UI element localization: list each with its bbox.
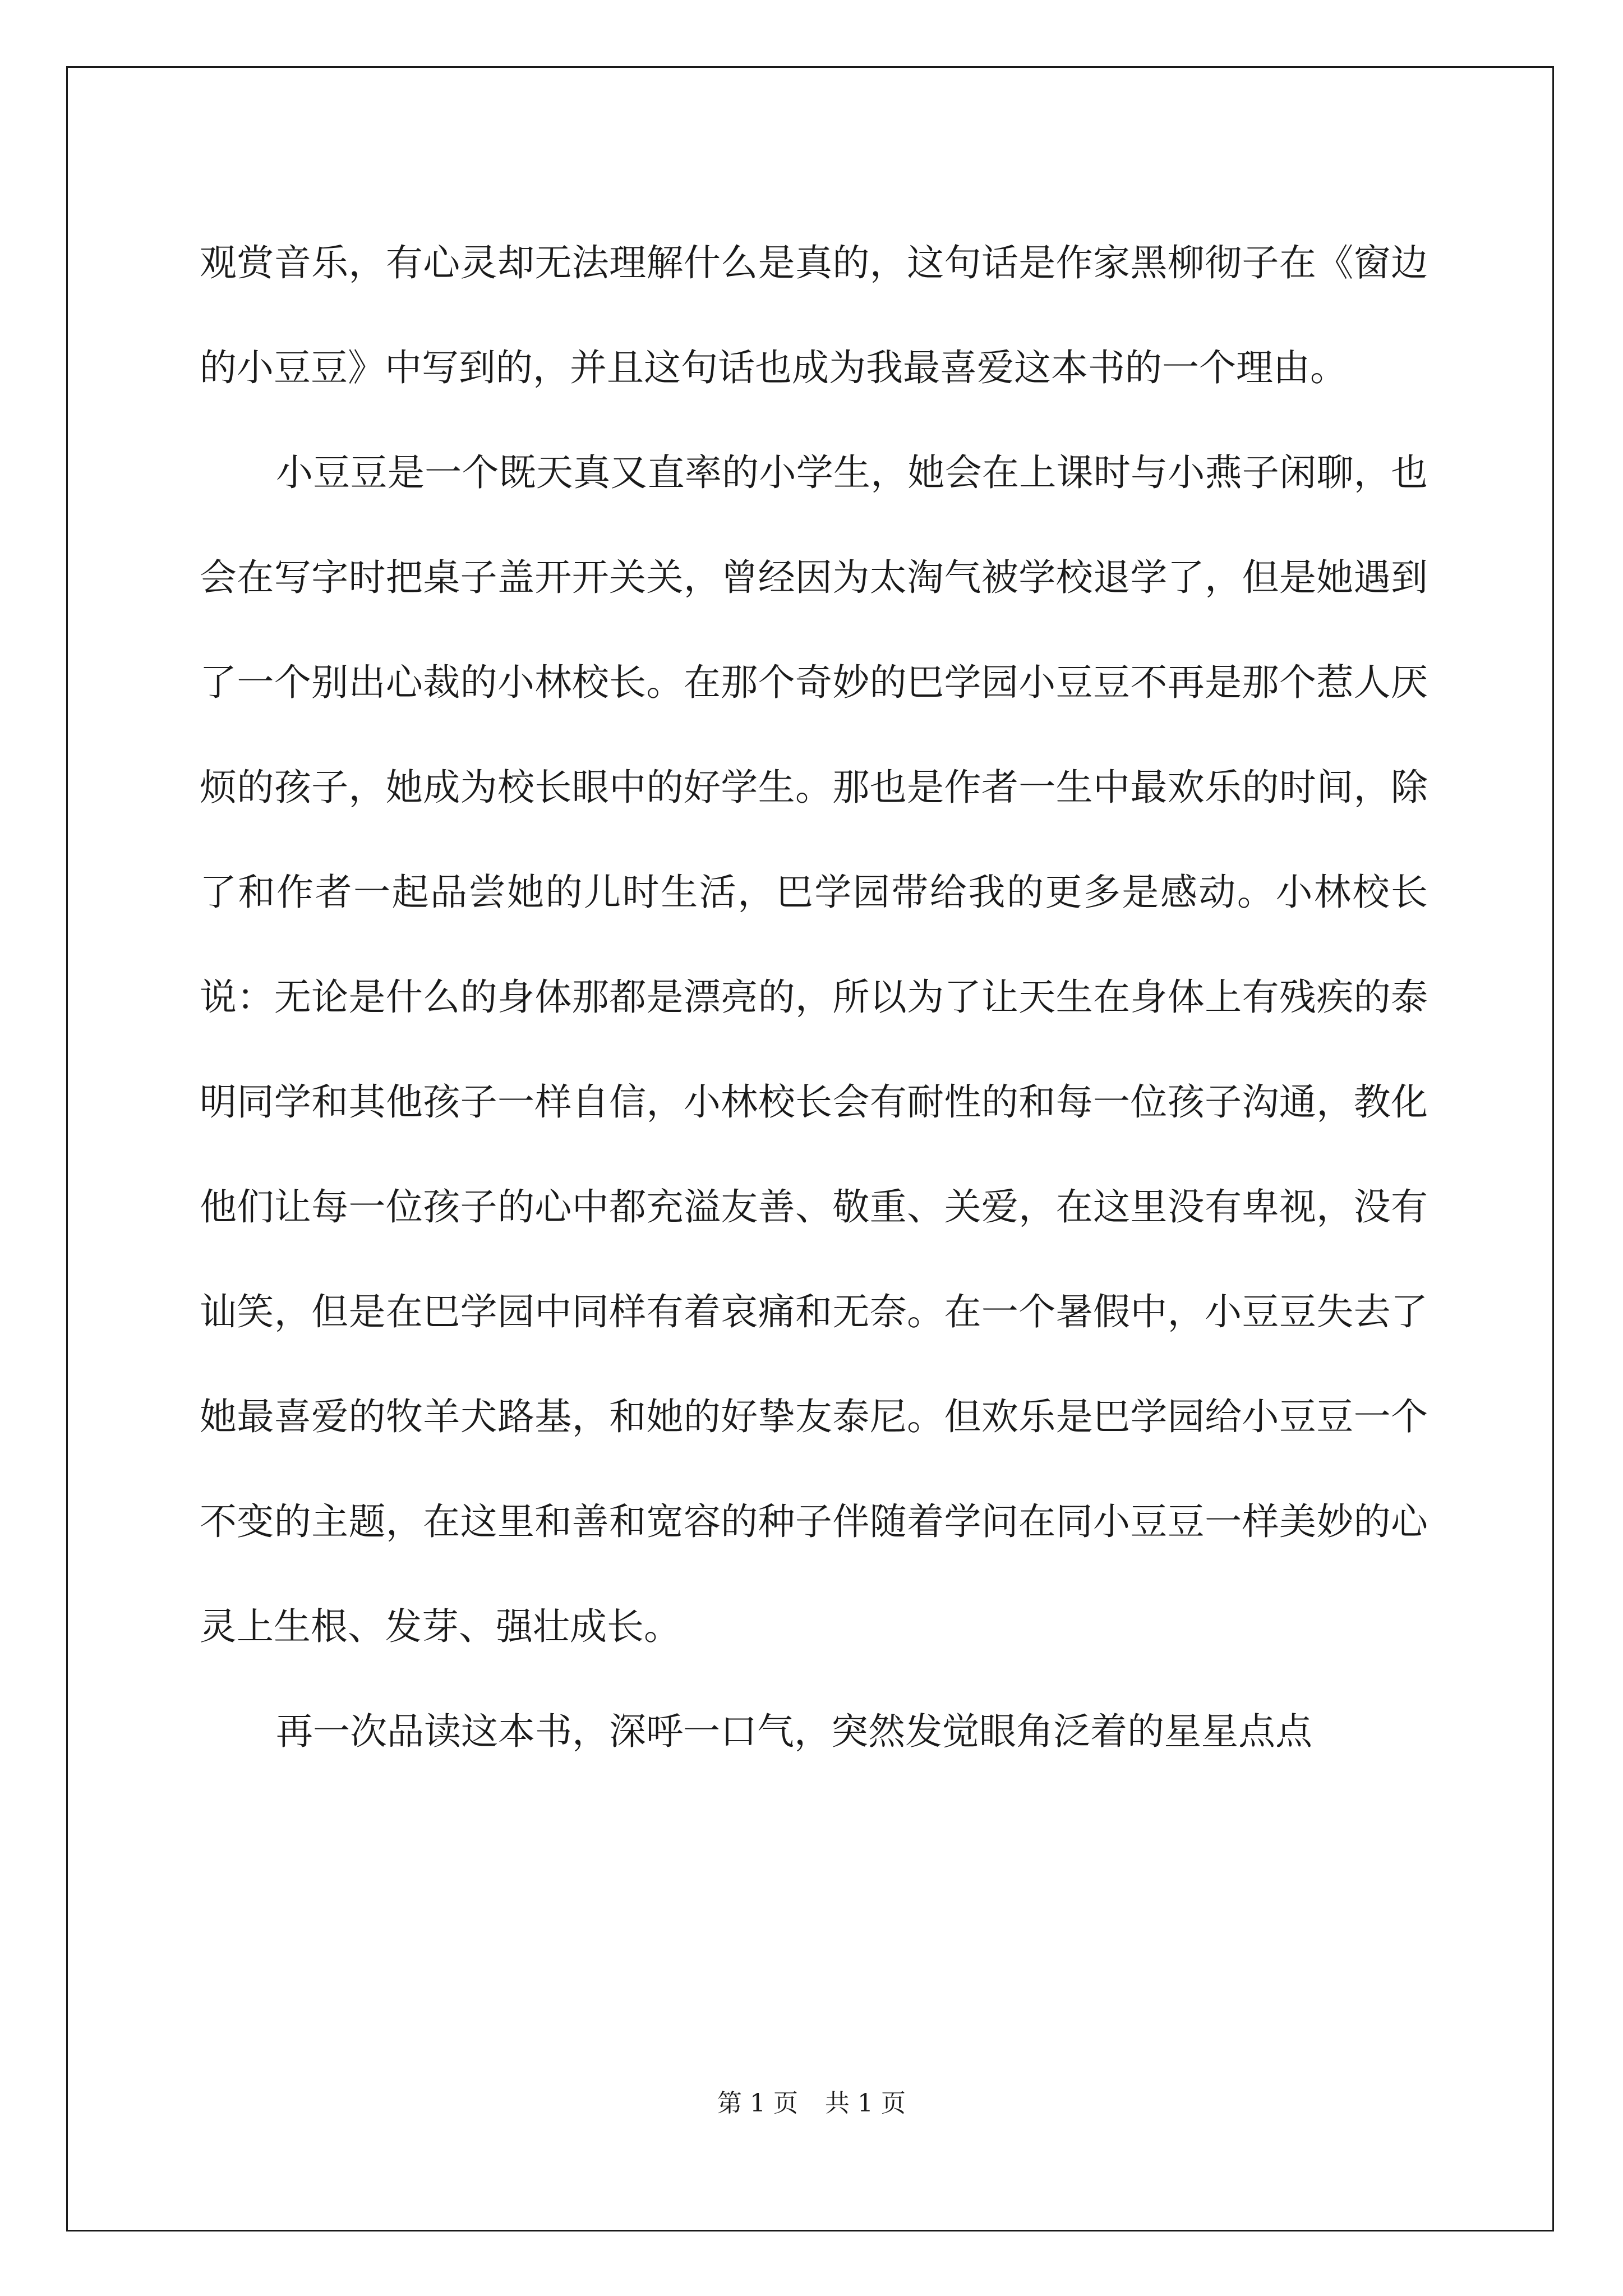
paragraph-2: 小豆豆是一个既天真又直率的小学生，她会在上课时与小燕子闲聊，也会在写字时把桌子盖开开关关，曾经因为太淘气被学校退学了，但是她遇到了一个别出心裁的小林校长。在那个奇妙的巴学园小豆豆不再是那个惹人厌烦的孩子，她成为校长眼中的好学生。那也是作者一生中最欢乐的时间，除了和作者一起品尝她的儿时生活，巴学园带给我的更多是感动。小林校长说：无论是什么的身体那都是漂亮的，所以为了让天生在身体上有残疾的泰明同学和其他孩子一样自信，小林校长会有耐性的和每一位孩子沟通，教化他们让每一位孩子的心中都充溢友善、敬重、关爱，在这里没有卑视，没有讪笑，但是在巴学园中同样有着哀痛和无奈。在一个暑假中，小豆豆失去了她最喜爱的牧羊犬路基，和她的好挚友泰尼。但欢乐是巴学园给小豆豆一个不变的主题，在这里和善和宽容的种子伴随着学问在同小豆豆一样美妙的心灵上生根、发芽、强壮成长。 (200, 451, 1428, 1648)
page-number: 第 1 页 (717, 2089, 798, 2118)
page-footer (0, 2087, 1623, 2120)
document-body (200, 210, 1428, 1784)
paragraph-3: 再一次品读这本书，深呼一口气，突然发觉眼角泛着的星星点点 (276, 1710, 1312, 1753)
page-total: 共 1 页 (825, 2089, 906, 2118)
paragraph-1: 观赏音乐，有心灵却无法理解什么是真的，这句话是作家黑柳彻子在《窗边的小豆豆》中写到的，并且这句话也成为我最喜爱这本书的一个理由。 (200, 241, 1428, 389)
